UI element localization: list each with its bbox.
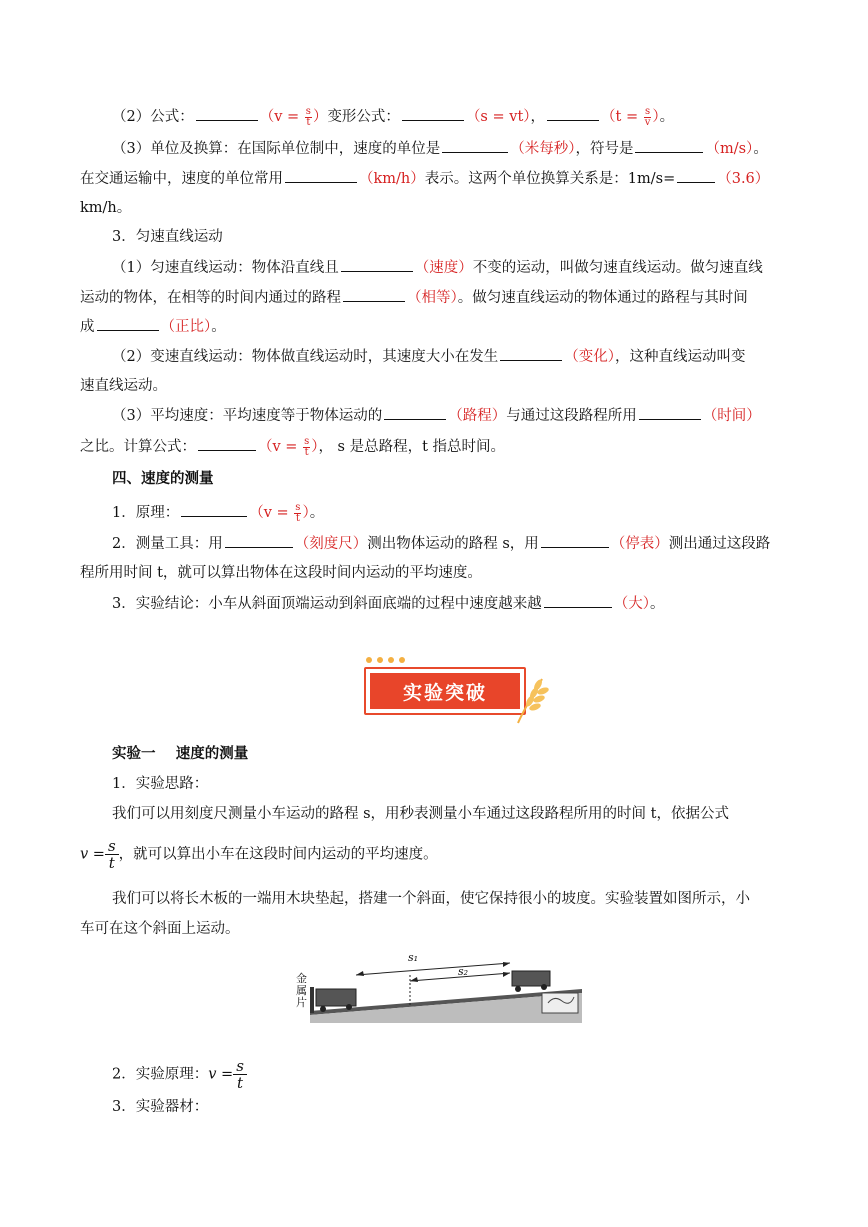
uniform-p1-line1: （1）匀速直线运动：物体沿直线且 （速度）不变的运动，叫做匀速直线运动。做匀速直线 <box>112 257 763 278</box>
answer-blank <box>341 257 413 272</box>
answer-s-formula: （s = vt） <box>465 109 531 125</box>
formula-v: v = <box>80 846 105 863</box>
answer-distance: （路程） <box>448 408 507 424</box>
metal-plate-label: 金属片 <box>296 972 307 1009</box>
experiment-step-2: 2．实验原理：v = $\frac{s}{t}$ <box>112 1058 247 1091</box>
formula-prefix: （2）公式： <box>112 109 194 125</box>
uniform-heading: 3．匀速直线运动 <box>112 229 223 245</box>
s1-label: s₁ <box>408 951 419 964</box>
banner-label: 实验突破 <box>370 673 520 709</box>
answer-blank <box>677 168 715 183</box>
measure-item-2-cont: 程所用时间 t，就可以算出物体在这段时间内运动的平均速度。 <box>80 565 482 581</box>
answer-blank <box>384 405 446 420</box>
answer-blank <box>181 502 247 517</box>
variant-label: 变形公式： <box>327 109 400 125</box>
answer-blank <box>547 106 599 121</box>
answer-blank <box>635 138 703 153</box>
experiment-paragraph-2-line2: 车可在这个斜面上运动。 <box>80 921 240 937</box>
answer-blank <box>442 138 508 153</box>
answer-stopwatch: （停表） <box>610 536 669 552</box>
experiment-paragraph-1-line1: 我们可以用刻度尺测量小车运动的路程 s，用秒表测量小车通过这段路程所用的时间 t，依据公式 <box>112 806 729 822</box>
answer-blank <box>544 593 612 608</box>
uniform-p1-line3: 成 （正比）。 <box>80 316 226 337</box>
answer-conversion: （3.6） <box>717 171 770 187</box>
experiment-title: 实验一 速度的测量 <box>112 745 249 762</box>
principle-v: v = <box>208 1066 234 1083</box>
formula-fraction: $\frac{s}{t}$ <box>105 838 119 871</box>
answer-blank <box>500 346 562 361</box>
uniform-p2-line1: （2）变速直线运动：物体做直线运动时，其速度大小在发生 （变化），这种直线运动叫变 <box>112 346 745 367</box>
answer-blank <box>285 168 357 183</box>
incline-figure <box>296 953 586 1025</box>
measure-heading: 四、速度的测量 <box>112 470 214 487</box>
wheat-icon <box>510 673 550 725</box>
answer-larger: （大） <box>613 596 650 612</box>
answer-avg-formula: （v = $\frac{s}{t}$ ） <box>258 435 319 458</box>
experiment-step-3: 3．实验器材： <box>112 1099 209 1115</box>
answer-blank <box>198 436 256 451</box>
answer-equal: （相等） <box>407 290 458 306</box>
answer-v-formula: （v = $\frac{s}{t}$ ） <box>259 105 328 128</box>
answer-unit-symbol: （m/s） <box>705 141 754 157</box>
experiment-paragraph-1-line2: v = $\frac{s}{t}$ ，就可以算出小车在这段时间内运动的平均速度。 <box>80 837 438 872</box>
answer-blank <box>541 533 609 548</box>
answer-blank <box>97 316 159 331</box>
answer-blank <box>639 405 701 420</box>
answer-blank <box>196 106 258 121</box>
uniform-p3-line1: （3）平均速度：平均速度等于物体运动的 （路程）与通过这段路程所用 （时间） <box>112 405 761 426</box>
formula-line: （2）公式： （v = $\frac{s}{t}$ ）变形公式： （s = vt）， （t = $\frac{s}{v}$ ）。 <box>112 105 675 128</box>
uniform-p1-line2: 运动的物体，在相等的时间内通过的路程 （相等）。做匀速直线运动的物体通过的路程与其时间 <box>80 287 748 308</box>
principle-fraction: $\frac{s}{t}$ <box>233 1058 247 1091</box>
experiment-step-1: 1．实验思路： <box>112 776 209 792</box>
units-line-1: （3）单位及换算：在国际单位制中，速度的单位是 （米每秒），符号是 （m/s）。 <box>112 138 768 159</box>
s2-label: s₂ <box>458 965 469 978</box>
measure-item-2: 2．测量工具：用 （刻度尺）测出物体运动的路程 s，用 （停表）测出通过这段路 <box>112 533 770 554</box>
answer-blank <box>225 533 293 548</box>
answer-traffic-unit: （km/h） <box>359 171 425 187</box>
section-banner <box>360 655 550 725</box>
answer-ruler: （刻度尺） <box>294 536 368 552</box>
decorative-dots <box>366 657 405 663</box>
measure-item-1: 1．原理： （v = $\frac{s}{t}$ ）。 <box>112 501 325 524</box>
answer-unit-name: （米每秒） <box>510 141 576 157</box>
answer-t-formula: （t = $\frac{s}{v}$ ） <box>601 105 660 128</box>
answer-speed: （速度） <box>414 260 473 276</box>
answer-change: （变化） <box>564 349 615 365</box>
answer-principle: （v = $\frac{s}{t}$ ） <box>249 501 310 524</box>
units-line-3: km/h。 <box>80 200 132 216</box>
measure-item-3: 3．实验结论：小车从斜面顶端运动到斜面底端的过程中速度越来越 （大）。 <box>112 593 664 614</box>
answer-blank <box>402 106 464 121</box>
answer-blank <box>343 287 405 302</box>
uniform-p3-line2: 之比。计算公式： （v = $\frac{s}{t}$ ）， s 是总路程，t 指总时间。 <box>80 435 506 458</box>
answer-time: （时间） <box>702 408 761 424</box>
uniform-p2-line2: 速直线运动。 <box>80 378 167 394</box>
experiment-paragraph-2-line1: 我们可以将长木板的一端用木块垫起，搭建一个斜面，使它保持很小的坡度。实验装置如图所示，小 <box>112 891 750 907</box>
units-line-2: 在交通运输中，速度的单位常用 （km/h）表示。这两个单位换算关系是：1m/s= （3.6） <box>80 168 769 189</box>
banner-frame <box>364 667 526 715</box>
answer-proportional: （正比） <box>160 319 212 335</box>
incline-diagram <box>296 953 586 1025</box>
